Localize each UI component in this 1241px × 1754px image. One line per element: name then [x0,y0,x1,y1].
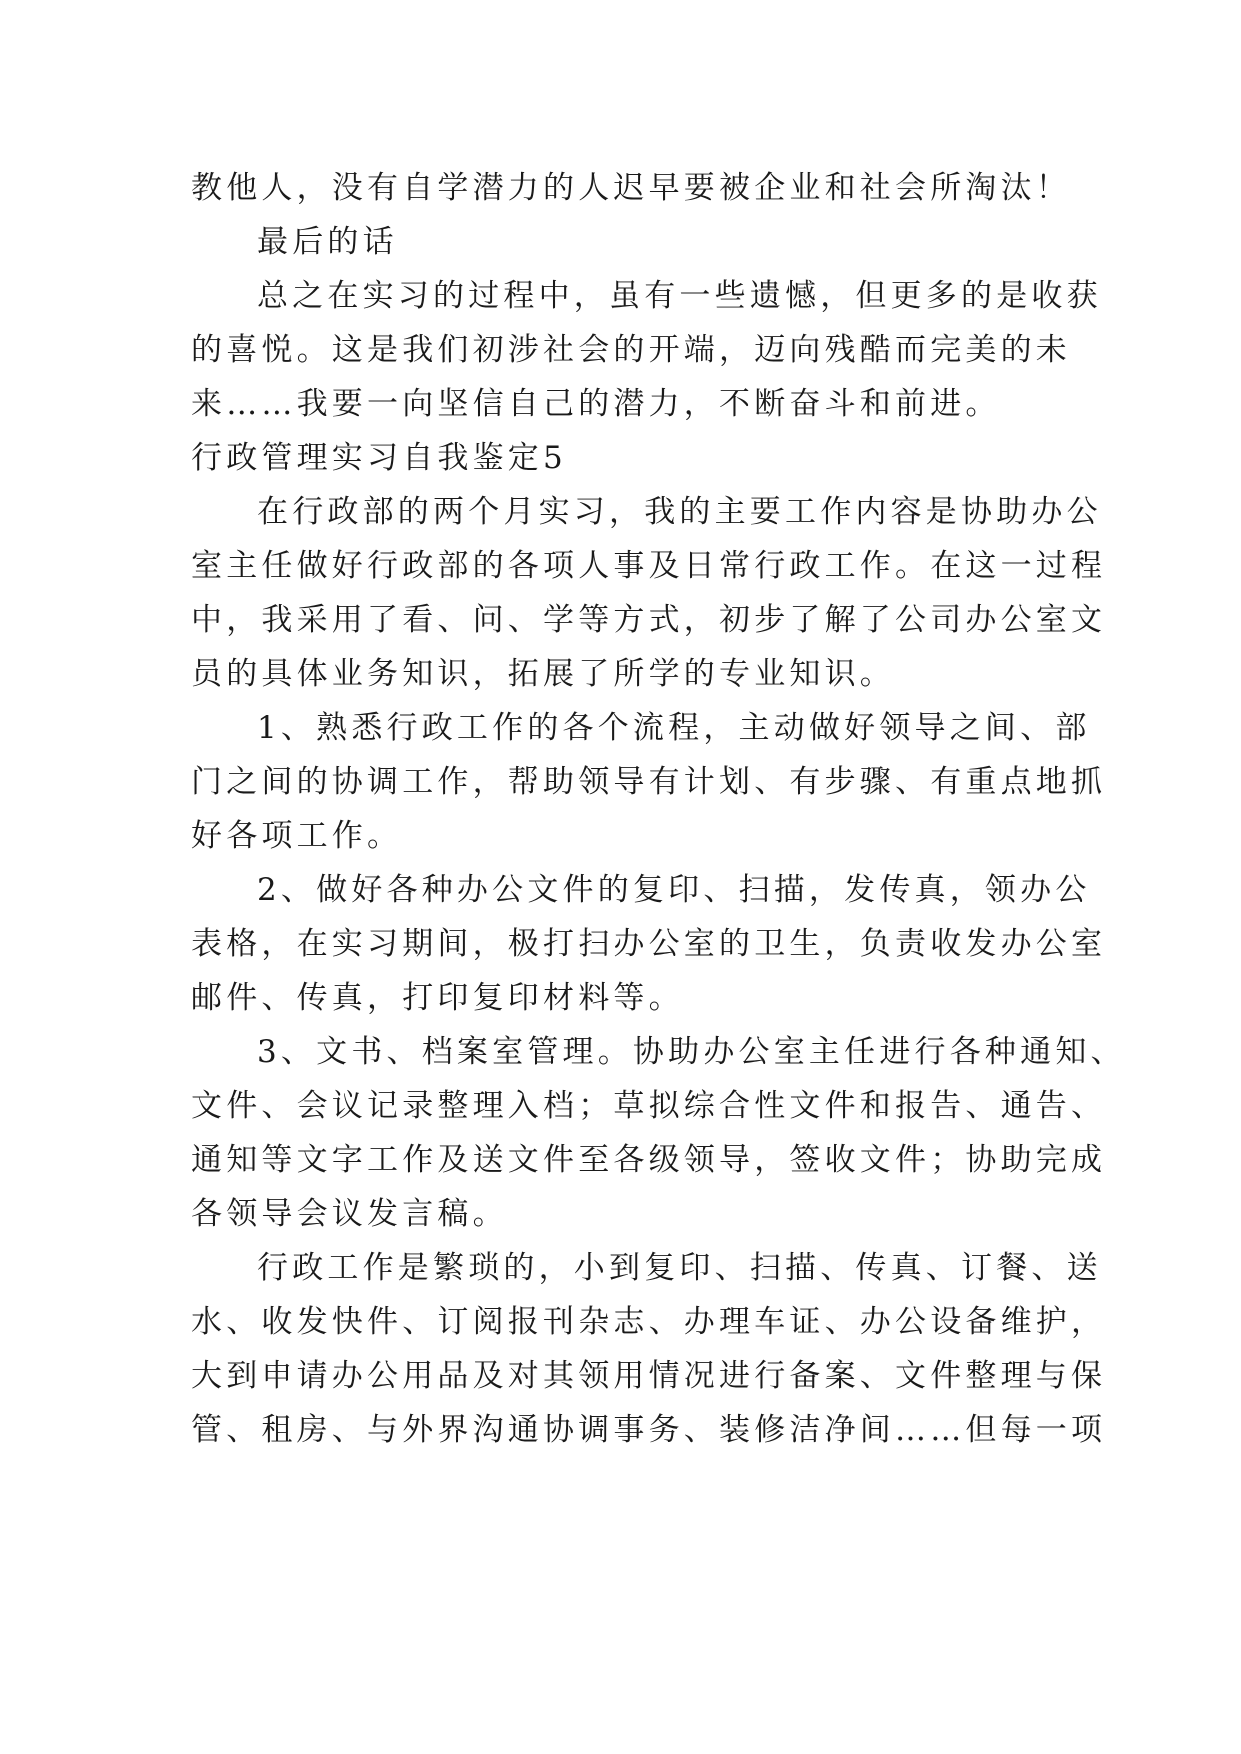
list-item-2: 2、做好各种办公文件的复印、扫描，发传真，领办公 [257,872,1091,908]
text-line: 邮件、传真，打印复印材料等。 [191,980,684,1016]
text-line: 的喜悦。这是我们初涉社会的开端，迈向残酷而完美的未 [191,332,1071,368]
text-line: 各领导会议发言稿。 [191,1196,508,1232]
text-line: 总之在实习的过程中，虽有一些遗憾，但更多的是收获 [257,278,1102,314]
text-line: 通知等文字工作及送文件至各级领导，签收文件；协助完成 [191,1142,1107,1178]
section-heading: 最后的话 [257,224,398,260]
text-line: 好各项工作。 [191,818,403,854]
list-item-1: 1、熟悉行政工作的各个流程，主动做好领导之间、部 [257,710,1091,746]
document-title: 行政管理实习自我鉴定5 [191,440,567,476]
text-line: 水、收发快件、订阅报刊杂志、办理车证、办公设备维护， [191,1304,1107,1340]
text-line: 大到申请办公用品及对其领用情况进行备案、文件整理与保 [191,1358,1107,1394]
list-item-3: 3、文书、档案室管理。协助办公室主任进行各种通知、 [257,1034,1126,1070]
text-line: 门之间的协调工作，帮助领导有计划、有步骤、有重点地抓 [191,764,1107,800]
text-line: 管、租房、与外界沟通协调事务、装修洁净间……但每一项 [191,1412,1107,1448]
text-line: 来……我要一向坚信自己的潜力，不断奋斗和前进。 [191,386,1001,422]
text-line: 文件、会议记录整理入档；草拟综合性文件和报告、通告、 [191,1088,1107,1124]
text-line: 中，我采用了看、问、学等方式，初步了解了公司办公室文 [191,602,1107,638]
text-line: 表格，在实习期间，极打扫办公室的卫生，负责收发办公室 [191,926,1107,962]
text-line: 行政工作是繁琐的，小到复印、扫描、传真、订餐、送 [257,1250,1102,1286]
text-line: 员的具体业务知识，拓展了所学的专业知识。 [191,656,895,692]
text-line: 教他人，没有自学潜力的人迟早要被企业和社会所淘汰！ [191,170,1071,206]
text-line: 室主任做好行政部的各项人事及日常行政工作。在这一过程 [191,548,1107,584]
text-line: 在行政部的两个月实习，我的主要工作内容是协助办公 [257,494,1102,530]
